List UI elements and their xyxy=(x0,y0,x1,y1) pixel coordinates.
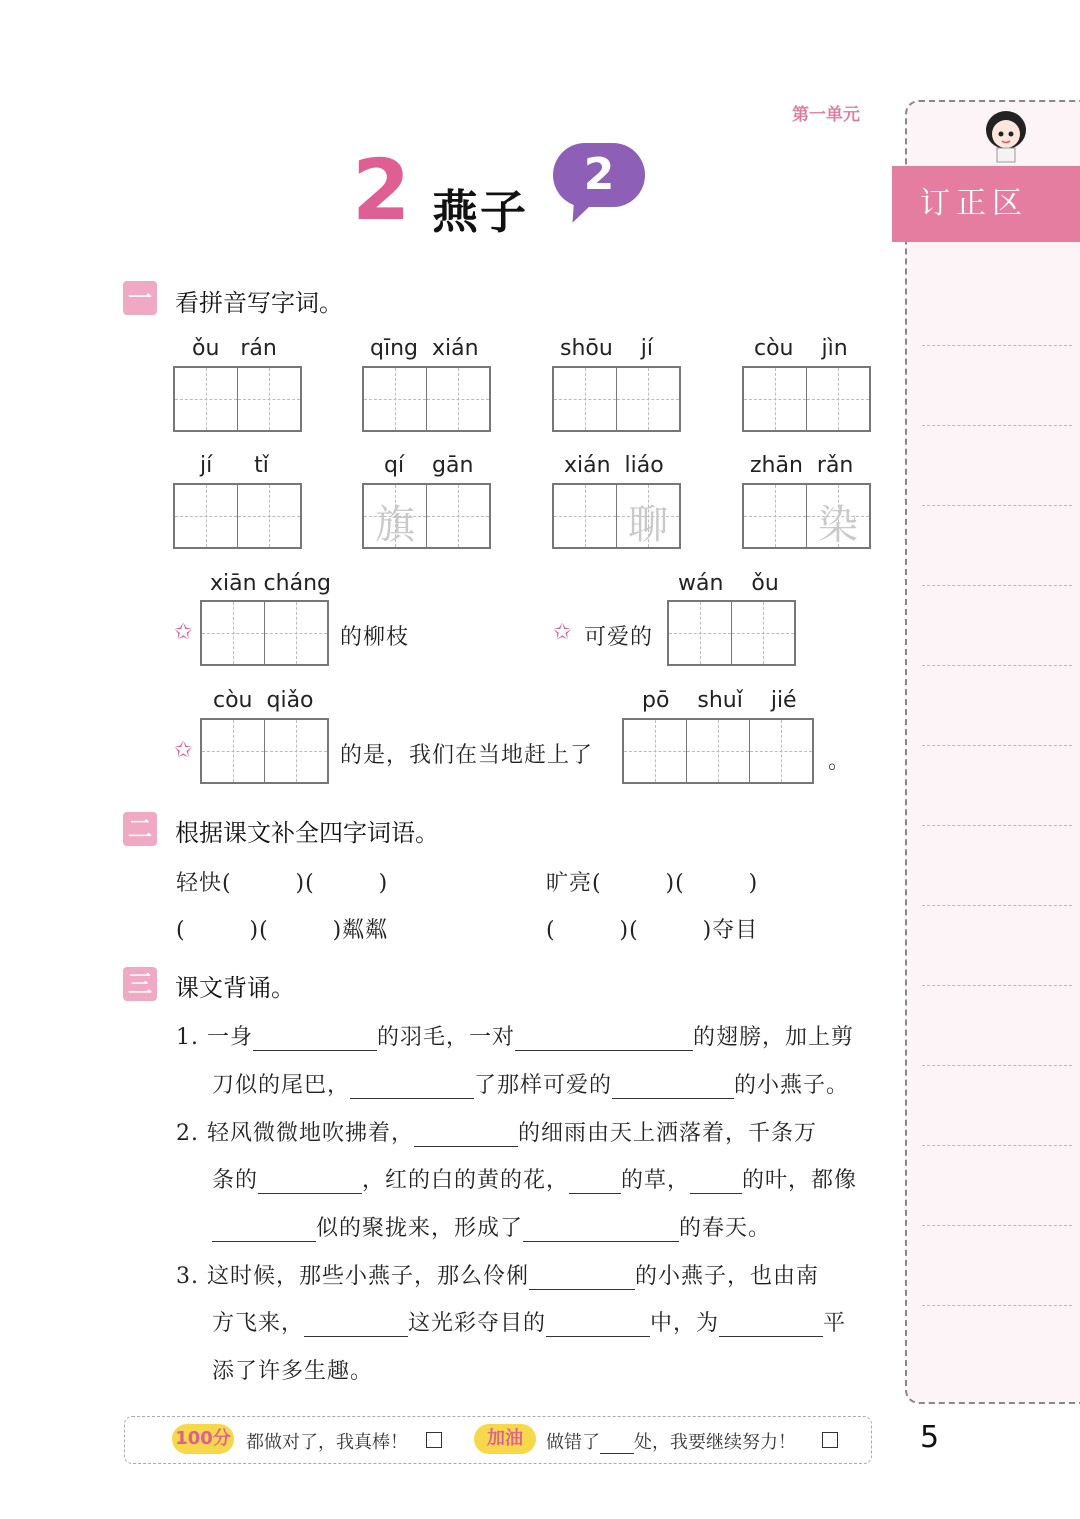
section-badge: 二 xyxy=(123,812,157,846)
idiom-item: ( )( )夺目 xyxy=(546,918,759,943)
pinyin: ǒu rán xyxy=(192,336,277,361)
answer-blank[interactable] xyxy=(253,1026,377,1051)
answer-blank[interactable] xyxy=(258,1169,362,1194)
correction-line xyxy=(922,825,1072,826)
recite-line-1 xyxy=(176,1020,854,1051)
recite-text: 的小燕子。 xyxy=(734,1073,850,1098)
recite-text: 的春天。 xyxy=(679,1216,772,1241)
recite-text: 的叶，都像 xyxy=(742,1168,858,1193)
section-badge: 三 xyxy=(123,967,157,1001)
char-grid[interactable] xyxy=(173,366,302,432)
recite-text: 中，为 xyxy=(650,1311,720,1336)
correction-line xyxy=(922,1065,1072,1066)
pinyin: jí tǐ xyxy=(200,453,269,478)
answer-blank[interactable] xyxy=(569,1169,621,1194)
recite-text: 2. 轻风微微地吹拂着， xyxy=(176,1121,414,1146)
char-grid[interactable] xyxy=(552,483,681,549)
speech-bubble-badge: 2 xyxy=(553,143,645,207)
phrase-text: 可爱的 xyxy=(584,625,654,650)
recite-text: 了那样可爱的 xyxy=(474,1073,613,1098)
error-count-blank[interactable] xyxy=(600,1435,634,1454)
answer-blank[interactable] xyxy=(350,1074,474,1099)
correction-line xyxy=(922,345,1072,346)
hint-character: 聊 xyxy=(628,502,668,548)
correction-line xyxy=(922,665,1072,666)
char-grid[interactable] xyxy=(742,366,871,432)
phrase-text: 的柳枝 xyxy=(340,625,410,650)
char-grid[interactable] xyxy=(200,600,329,666)
footer-text: 做错了 xyxy=(546,1432,600,1453)
recite-text: 1. 一身 xyxy=(176,1025,253,1050)
recite-line-6 xyxy=(176,1259,819,1290)
answer-blank[interactable] xyxy=(515,1026,693,1051)
unit-label: 第一单元 xyxy=(792,105,860,125)
star-icon: ✩ xyxy=(174,620,193,645)
lesson-number: 2 xyxy=(352,141,411,239)
recite-text: 平 xyxy=(823,1311,847,1336)
recite-text: 的翅膀，加上剪 xyxy=(693,1025,855,1050)
recite-line-4 xyxy=(212,1163,857,1194)
correction-line xyxy=(922,985,1072,986)
pinyin: zhān rǎn xyxy=(750,453,854,478)
recite-text: ，红的白的黄的花， xyxy=(362,1168,570,1193)
correction-tab: 订正区 xyxy=(892,166,1080,242)
mistakes-checkbox[interactable] xyxy=(822,1432,838,1448)
char-grid[interactable] xyxy=(552,366,681,432)
recite-text: 刀似的尾巴， xyxy=(212,1073,351,1098)
recite-line-7 xyxy=(212,1306,846,1337)
lesson-title: 燕子 xyxy=(432,185,528,239)
footer-text: 处，我要继续努力！ xyxy=(634,1432,796,1453)
recite-text: 条的 xyxy=(212,1168,259,1193)
recite-line-5 xyxy=(212,1211,771,1242)
hint-character: 旗 xyxy=(375,502,415,548)
correction-line xyxy=(922,745,1072,746)
page-number: 5 xyxy=(920,1420,940,1455)
correction-line xyxy=(922,1225,1072,1226)
char-grid[interactable] xyxy=(173,483,302,549)
recite-text: 似的聚拢来，形成了 xyxy=(316,1216,524,1241)
char-grid[interactable] xyxy=(362,483,491,549)
correction-line xyxy=(922,505,1072,506)
char-grid[interactable] xyxy=(362,366,491,432)
hint-character: 染 xyxy=(818,502,858,548)
pinyin: qīng xián xyxy=(370,336,479,361)
phrase-text: 的是，我们在当地赶上了 xyxy=(340,743,594,768)
char-grid[interactable] xyxy=(622,718,814,784)
cheer-badge: 加油 xyxy=(474,1424,536,1454)
recite-text: 这光彩夺目的 xyxy=(408,1311,547,1336)
correction-line xyxy=(922,585,1072,586)
recite-text: 的小燕子，也由南 xyxy=(635,1264,820,1289)
answer-blank[interactable] xyxy=(523,1217,679,1242)
recite-line-2 xyxy=(212,1068,849,1099)
section-badge: 一 xyxy=(123,281,157,315)
correction-line xyxy=(922,425,1072,426)
char-grid[interactable] xyxy=(742,483,871,549)
answer-blank[interactable] xyxy=(690,1169,742,1194)
idiom-item: ( )( )粼粼 xyxy=(176,918,389,943)
answer-blank[interactable] xyxy=(414,1122,518,1147)
pinyin: wán ǒu xyxy=(678,571,779,596)
answer-blank[interactable] xyxy=(546,1312,650,1337)
girl-mascot-icon xyxy=(980,108,1032,164)
pinyin: còu qiǎo xyxy=(213,688,314,713)
answer-blank[interactable] xyxy=(304,1312,408,1337)
idiom-item: 旷亮( )( ) xyxy=(546,871,759,896)
recite-line-8: 添了许多生趣。 xyxy=(212,1359,374,1384)
recite-line-3 xyxy=(176,1116,817,1147)
score-badge: 100分 xyxy=(172,1424,234,1454)
star-icon: ✩ xyxy=(174,738,193,763)
pinyin: pō shuǐ jié xyxy=(642,688,797,713)
answer-blank[interactable] xyxy=(612,1074,734,1099)
section-title: 根据课文补全四字词语。 xyxy=(175,819,439,847)
phrase-text: 。 xyxy=(828,749,852,774)
correction-panel xyxy=(905,100,1080,1404)
section-title: 看拼音写字词。 xyxy=(175,289,343,317)
footer-text: 都做对了，我真棒！ xyxy=(246,1432,408,1453)
star-icon: ✩ xyxy=(553,620,572,645)
correction-line xyxy=(922,1145,1072,1146)
recite-text: 的羽毛，一对 xyxy=(376,1025,515,1050)
char-grid[interactable] xyxy=(200,718,329,784)
pinyin: qí gān xyxy=(384,453,474,478)
section-title: 课文背诵。 xyxy=(175,974,295,1002)
all-correct-checkbox[interactable] xyxy=(426,1432,442,1448)
pinyin: còu jìn xyxy=(754,336,848,361)
pinyin: xiān cháng xyxy=(210,571,331,596)
recite-text: 3. 这时候，那些小燕子，那么伶俐 xyxy=(176,1264,529,1289)
correction-line xyxy=(922,905,1072,906)
recite-text: 方飞来， xyxy=(212,1311,305,1336)
pinyin: xián liáo xyxy=(564,453,664,478)
answer-blank[interactable] xyxy=(719,1312,823,1337)
char-grid[interactable] xyxy=(667,600,796,666)
answer-blank[interactable] xyxy=(212,1217,316,1242)
correction-line xyxy=(922,1305,1072,1306)
footer-line-2 xyxy=(546,1428,796,1454)
recite-text: 的细雨由天上洒落着，千条万 xyxy=(517,1121,817,1146)
answer-blank[interactable] xyxy=(529,1265,635,1290)
pinyin: shōu jí xyxy=(560,336,654,361)
recite-text: 的草， xyxy=(621,1168,691,1193)
idiom-item: 轻快( )( ) xyxy=(176,871,389,896)
